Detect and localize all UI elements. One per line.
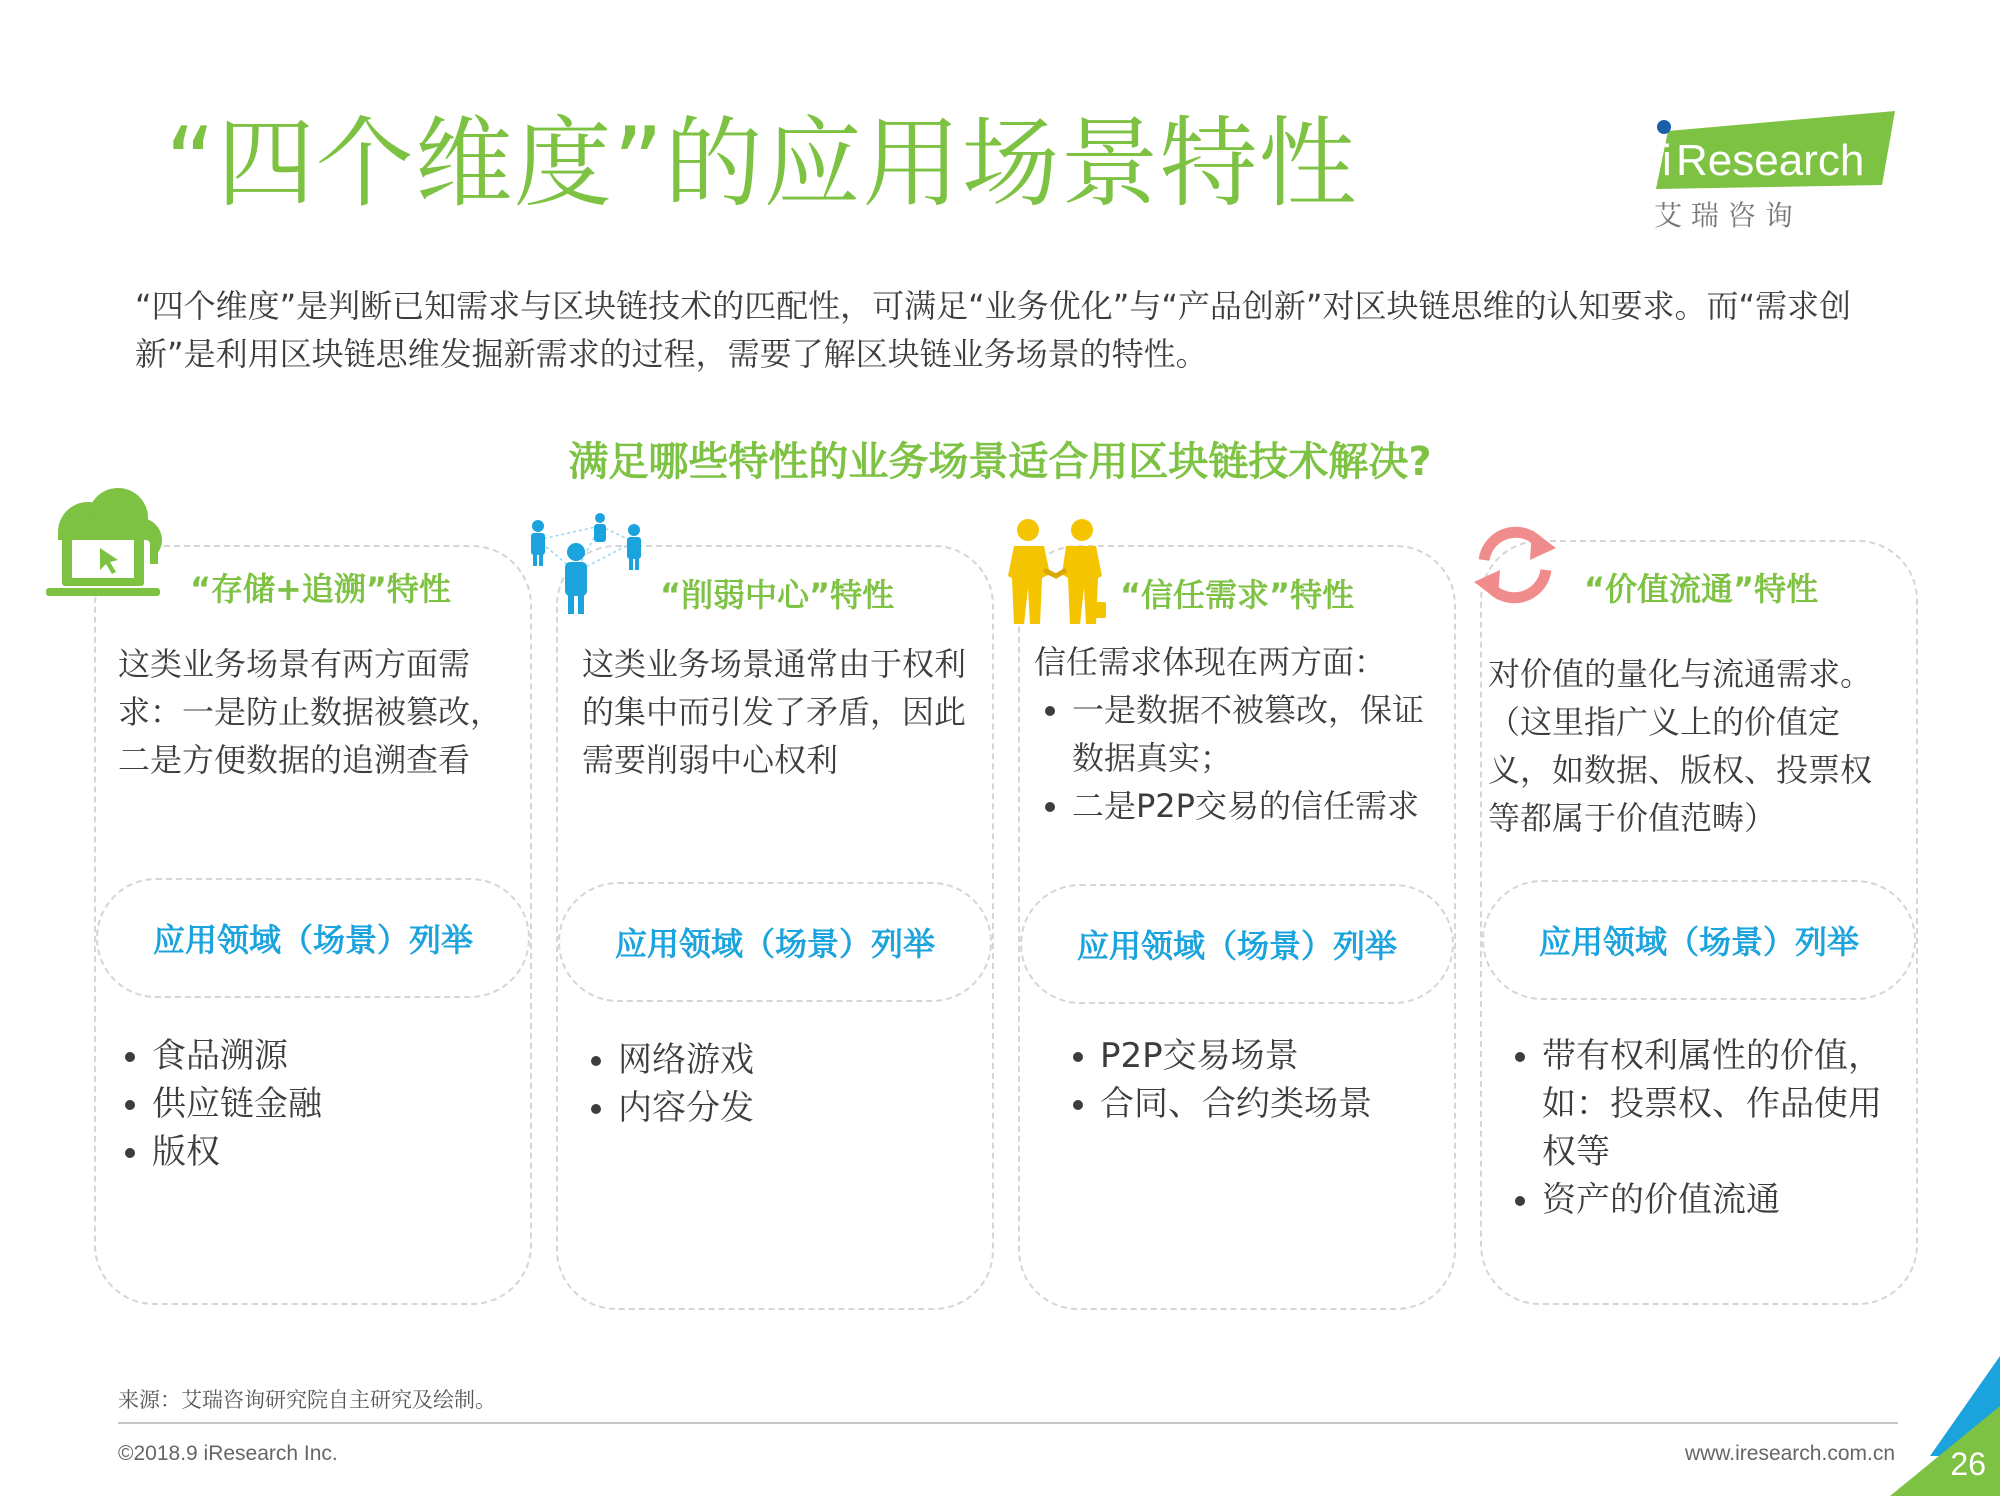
list-item: • 一是数据不被篡改，保证数据真实； (1072, 686, 1444, 782)
card-title-trust: “信任需求”特性 (1120, 576, 1355, 614)
handshake-icon (1006, 516, 1106, 630)
apps-list-weaken (584, 1036, 974, 1132)
list-item: • 食品溯源 (152, 1032, 508, 1080)
copyright: ©2018.9 iResearch Inc. (118, 1442, 338, 1465)
list-item: • 资产的价值流通 (1542, 1176, 1898, 1224)
list-item: • 供应链金融 (152, 1080, 508, 1128)
card-desc-trust (1034, 638, 1444, 830)
logo-text: Research (1676, 136, 1865, 185)
iresearch-logo (1650, 105, 1900, 235)
list-item: • 网络游戏 (618, 1036, 974, 1084)
app-label-weaken: 应用领域（场景）列举 (614, 925, 935, 963)
apps-list-value (1508, 1032, 1898, 1224)
website-link[interactable]: www.iresearch.com.cn (1684, 1442, 1895, 1465)
card-title-weaken: “削弱中心”特性 (660, 576, 895, 614)
section-question: 满足哪些特性的业务场景适合用区块链技术解决? (568, 439, 1432, 485)
list-item: • 合同、合约类场景 (1100, 1080, 1456, 1128)
list-item: • P2P交易场景 (1100, 1032, 1456, 1080)
page-title: “四个维度”的应用场景特性 (165, 107, 1358, 221)
footer-divider (118, 1422, 1898, 1424)
people-network-icon (520, 512, 660, 621)
page-number: 26 (1950, 1446, 1986, 1482)
intro-paragraph: “四个维度”是判断已知需求与区块链技术的匹配性，可满足“业务优化”与“产品创新”对区块链思维的认知要求。而“需求创新”是利用区块链思维发掘新需求的过程，需要了解区块链业务场景的特性。 (135, 287, 1852, 373)
app-label-storage: 应用领域（场景）列举 (152, 921, 473, 959)
source-note: 来源：艾瑞咨询研究院自主研究及绘制。 (118, 1388, 496, 1412)
list-item: • 版权 (152, 1128, 508, 1176)
app-label-pill-trust (1020, 884, 1454, 1004)
apps-list-trust (1066, 1032, 1456, 1128)
card-desc-trust-head: 信任需求体现在两方面： (1034, 643, 1387, 681)
list-item: • 内容分发 (618, 1084, 974, 1132)
logo-initial: i (1662, 136, 1672, 185)
cloud-laptop-icon (40, 480, 170, 604)
apps-list-storage (118, 1032, 508, 1176)
cycle-arrows-icon (1470, 520, 1560, 614)
app-label-pill-storage (96, 878, 530, 998)
list-item: • 二是P2P交易的信任需求 (1072, 782, 1444, 830)
card-desc-value: 对价值的量化与流通需求。（这里指广义上的价值定义，如数据、版权、投票权等都属于价值范畴） (1488, 655, 1873, 837)
card-desc-weaken: 这类业务场景通常由于权利的集中而引发了矛盾，因此需要削弱中心权利 (582, 645, 967, 779)
logo-chinese: 艾 瑞 咨 询 (1654, 199, 1793, 232)
card-title-value: “价值流通”特性 (1584, 570, 1819, 608)
card-title-storage: “存储+追溯”特性 (190, 570, 451, 608)
app-label-pill-weaken (558, 882, 992, 1002)
list-item: • 带有权利属性的价值，如：投票权、作品使用权等 (1542, 1032, 1898, 1176)
logo-graphic (1650, 105, 1900, 235)
card-desc-storage: 这类业务场景有两方面需求：一是防止数据被篡改，二是方便数据的追溯查看 (118, 645, 503, 779)
app-label-trust: 应用领域（场景）列举 (1076, 927, 1397, 965)
app-label-pill-value (1482, 880, 1916, 1000)
app-label-value: 应用领域（场景）列举 (1538, 923, 1859, 961)
